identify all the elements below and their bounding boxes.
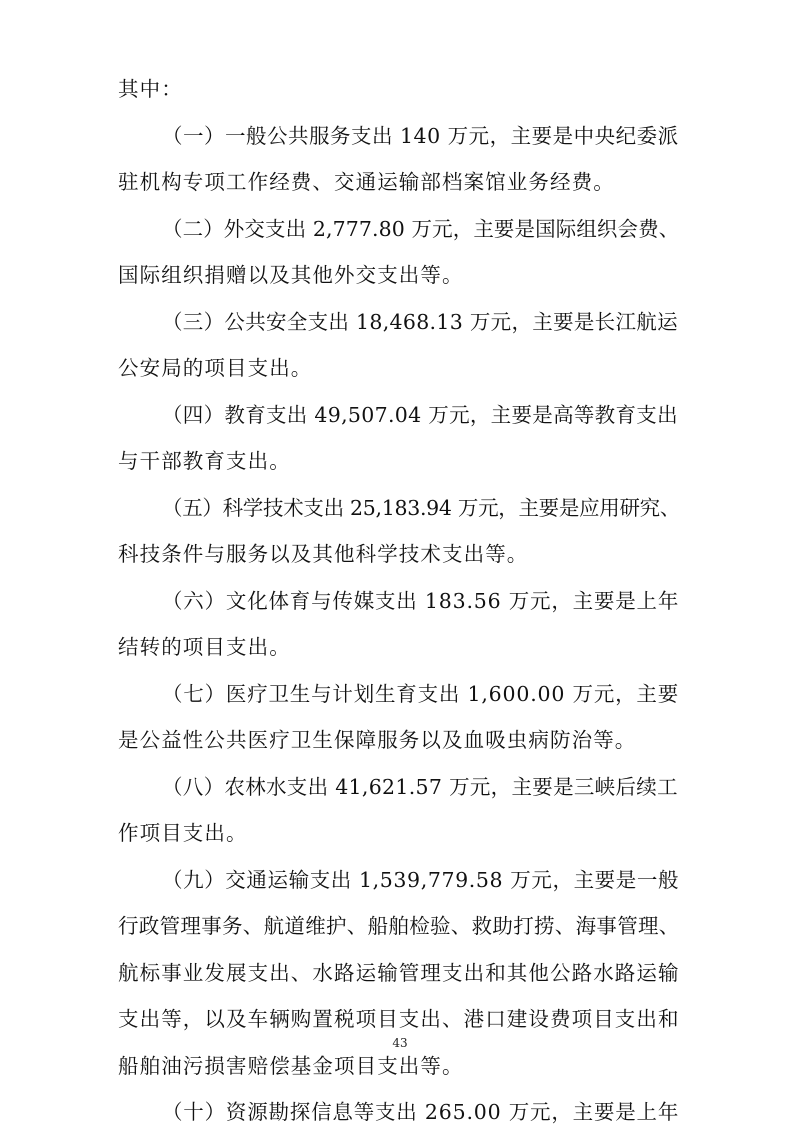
text-line: 与干部教育支出。 xyxy=(118,449,291,473)
page-number: 43 xyxy=(392,1036,408,1050)
text-line: 船舶油污损害赔偿基金项目支出等。 xyxy=(118,1053,464,1078)
text-line: 行政管理事务、航道维护、船舶检验、救助打捞、海事管理、 xyxy=(118,914,680,938)
text-line: 科技条件与服务以及其他科学技术支出等。 xyxy=(118,542,529,566)
text-line-item-1: （一）一般公共服务支出 140 万元，主要是中央纪委派 xyxy=(162,123,679,148)
text-line-item-9: （九）交通运输支出 1,539,779.58 万元，主要是一般 xyxy=(162,867,680,892)
body-text xyxy=(118,66,680,1136)
text-line: 驻机构专项工作经费、交通运输部档案馆业务经费。 xyxy=(118,170,615,194)
text-line-item-7: （七）医疗卫生与计划生育支出 1,600.00 万元，主要 xyxy=(162,681,680,706)
text-line: 作项目支出。 xyxy=(118,821,248,845)
text-line: 国际组织捐赠以及其他外交支出等。 xyxy=(118,263,464,287)
text-line: 结转的项目支出。 xyxy=(118,635,291,659)
text-line: 航标事业发展支出、水路运输管理支出和其他公路水路运输 xyxy=(118,960,680,985)
text-line: 支出等，以及车辆购置税项目支出、港口建设费项目支出和 xyxy=(118,1007,680,1031)
text-line-item-2: （二）外交支出 2,777.80 万元，主要是国际组织会费、 xyxy=(162,216,680,241)
text-line-item-8: （八）农林水支出 41,621.57 万元，主要是三峡后续工 xyxy=(162,774,678,799)
text-line: 是公益性公共医疗卫生保障服务以及血吸虫病防治等。 xyxy=(118,728,637,752)
text-line-item-4: （四）教育支出 49,507.04 万元，主要是高等教育支出 xyxy=(162,402,678,427)
text-line-intro: 其中： xyxy=(118,77,183,101)
text-line: 公安局的项目支出。 xyxy=(118,356,313,380)
text-line-item-5: （五）科学技术支出 25,183.94 万元，主要是应用研究、 xyxy=(162,495,681,520)
text-line-item-10: （十）资源勘探信息等支出 265.00 万元，主要是上年 xyxy=(162,1100,680,1124)
text-line-item-3: （三）公共安全支出 18,468.13 万元，主要是长江航运 xyxy=(162,309,678,334)
text-line-item-6: （六）文化体育与传媒支出 183.56 万元，主要是上年 xyxy=(162,588,680,613)
